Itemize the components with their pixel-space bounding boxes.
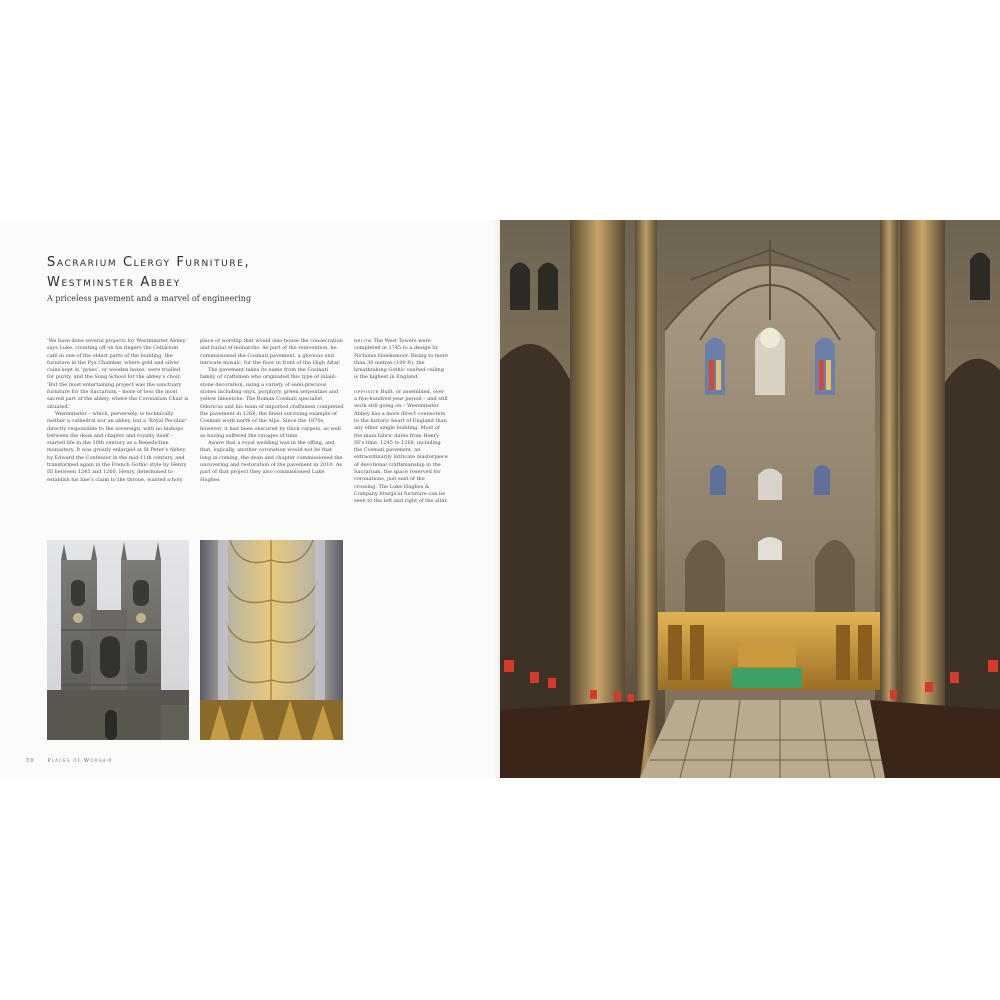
- caption-label: below: [354, 338, 372, 344]
- sacrarium-interior-photo: [500, 220, 1000, 778]
- text-column-2: [200, 338, 344, 484]
- caption-opposite: [354, 389, 448, 506]
- article-title: [47, 253, 467, 293]
- title-line-2: Westminster Abbey: [47, 275, 181, 290]
- paragraph: place of worship that would also house the consecration and burial of monarchs. As part of the reinvention, he commissioned the Cosmati pavement, a glorious and intricate mosaic, for the floor in front of the High Altar.: [200, 338, 343, 366]
- west-towers-photo: [47, 540, 189, 740]
- paragraph: Aware that a royal wedding was in the offing, and that, logically, another coronation would not be that long in coming, the dean and chapter commissioned the uncovering and restoration of the pavement in 2010. As part of that project they also commissioned Luke Hughes: [200, 440, 343, 483]
- left-page: [0, 220, 500, 778]
- caption-text: Built, or assembled, over a five-hundred-year period – and still work still going on – Westminster Abbey has a more direct connection to the historic heart of England than any other single building. Most of the main fabric dates from Henry III’s time, 1245 to 1268, including the Cosmati pavement, an extraordinarily intricate masterpiece of devotional craftsmanship in the Sacrarium, the space reserved for coronations, just east of the crossing. The Luke Hughes & Company liturgical furniture can be seen to the left and right of the altar.: [354, 388, 448, 505]
- vaulted-ceiling-photo: [200, 540, 343, 740]
- caption-column: [354, 338, 448, 506]
- text-column-1: [47, 338, 189, 484]
- title-line-1: Sacrarium Clergy Furniture,: [47, 255, 251, 270]
- article-subtitle: A priceless pavement and a marvel of engineering: [47, 294, 252, 303]
- book-spread: [0, 220, 1000, 778]
- paragraph: ‘We have done several projects for Westminster Abbey,’ says Luke, counting off on his fingers the Cellarium café in one of the oldest parts of the building, the furniture in the Pyx Chamber, where gold and silver coins kept in ‘pyxes’, or wooden boxes, were trialled for purity, and the Song School for the abbey’s choir. ‘But the most entertaining project was the sanctuary furniture for the Sacrarium – more or less the most sacred part of the abbey, where the Coronation Chair is situated.’: [47, 338, 189, 410]
- section-name: Places of Worship: [47, 758, 113, 764]
- page-footer: [26, 758, 122, 764]
- page-number: 30: [26, 758, 35, 764]
- caption-text: The West Towers were completed in 1745 to a design by Nicholas Hawksmoor. Rising to more than 30 metres (100 ft), the breathtaking Gothic vaulted ceiling is the highest in England.: [354, 338, 448, 381]
- caption-below: [354, 338, 448, 382]
- paragraph: The pavement takes its name from the Cosmati family of craftsmen who originated this type of inlaid-stone decoration, using a variety of semi-precious stones including onyx, porphyry, green serpentine and yellow limestone. The Roman Cosmati specialist Odoricus and his team of imported craftsmen completed the pavement in 1268; the finest surviving example of Cosmati work north of the Alps. Since the 1870s, however, it had been obscured by thick carpets, as well as having suffered the ravages of time.: [200, 367, 344, 439]
- caption-label: opposite: [354, 388, 380, 395]
- paragraph: Westminster – which, perversely, is technically neither a cathedral nor an abbey, but a ‘Royal Peculiar’ directly responsible to the sovereign, with no bishops between the dean and chapter and royalty itself – started life in the 10th century as a Benedictine monastery. It was greatly enlarged at St Peter’s Abbey by Edward the Confessor in the mid-11th century, and transformed again in the French Gothic style by Henry III between 1245 and 1260. Henry, determined to establish his line’s claim to the throne, wanted a holy: [47, 410, 188, 483]
